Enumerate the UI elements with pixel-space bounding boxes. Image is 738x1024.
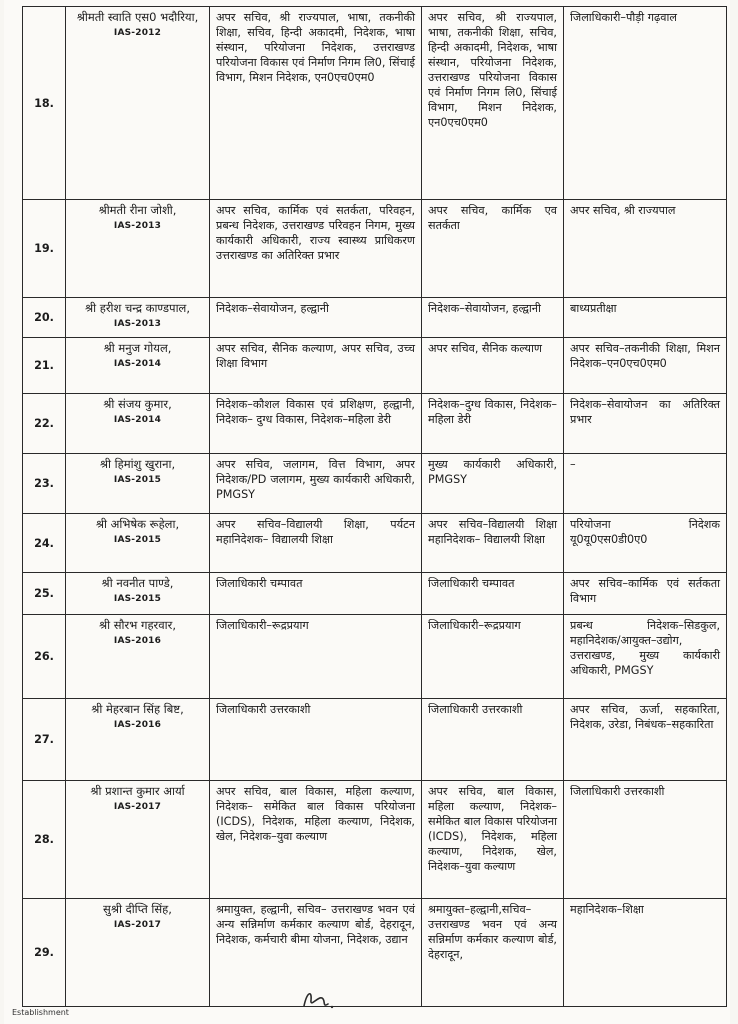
officer-cell bbox=[66, 338, 210, 394]
officer-name: श्री मेहरबान सिंह बिष्ट, bbox=[91, 702, 184, 716]
table-row bbox=[23, 899, 727, 1007]
officer-name: सुश्री दीप्ति सिंह, bbox=[103, 902, 172, 916]
current-posting-cell: अपर सचिव, सैनिक कल्याण, अपर सचिव, उच्च शिक्षा विभाग bbox=[210, 338, 422, 394]
retained-posting-cell: निदेशक–दुग्ध विकास, निदेशक–महिला डेरी bbox=[422, 394, 564, 454]
officer-cell bbox=[66, 394, 210, 454]
retained-posting-cell: जिलाधिकारी चम्पावत bbox=[422, 573, 564, 615]
new-posting-cell: अपर सचिव–कार्मिक एवं सर्तकता विभाग bbox=[564, 573, 727, 615]
officer-batch: IAS-2014 bbox=[113, 415, 162, 425]
officer-cell bbox=[66, 514, 210, 573]
officer-batch: IAS-2016 bbox=[113, 720, 162, 730]
current-posting-cell: अपर सचिव, कार्मिक एवं सतर्कता, परिवहन, प्रबन्ध निदेशक, उत्तराखण्ड परिवहन निगम, मुख्य कार्यकारी अधिकारी, राज्य स्वास्थ्य प्राधिकरण उत्तराखण्ड का अतिरिक्त प्रभार bbox=[210, 200, 422, 298]
retained-posting-cell: मुख्य कार्यकारी अधिकारी, PMGSY bbox=[422, 454, 564, 514]
table-row bbox=[23, 781, 727, 899]
officer-batch: IAS-2013 bbox=[113, 221, 162, 231]
officer-batch: IAS-2014 bbox=[113, 359, 162, 369]
new-posting-cell: निदेशक–सेवायोजन का अतिरिक्त प्रभार bbox=[564, 394, 727, 454]
current-posting-cell: अपर सचिव, जलागम, वित्त विभाग, अपर निदेशक/PD जलागम, मुख्य कार्यकारी अधिकारी, PMGSY bbox=[210, 454, 422, 514]
officer-batch: IAS-2013 bbox=[113, 319, 162, 329]
officer-batch: IAS-2016 bbox=[113, 636, 162, 646]
officer-batch: IAS-2015 bbox=[113, 475, 162, 485]
table-body bbox=[23, 7, 727, 1007]
table-row bbox=[23, 298, 727, 338]
officer-name: श्री मनुज गोयल, bbox=[103, 341, 172, 355]
serial-number-cell: 23. bbox=[23, 454, 66, 514]
new-posting-cell: – bbox=[564, 454, 727, 514]
retained-posting-cell: निदेशक–सेवायोजन, हल्द्वानी bbox=[422, 298, 564, 338]
officer-name: श्री नवनीत पाण्डे, bbox=[101, 576, 174, 590]
current-posting-cell: जिलाधिकारी उत्तरकाशी bbox=[210, 699, 422, 781]
current-posting-cell: जिलाधिकारी चम्पावत bbox=[210, 573, 422, 615]
officer-name: श्रीमती रीना जोशी, bbox=[98, 203, 177, 217]
officer-cell bbox=[66, 298, 210, 338]
new-posting-cell: महानिदेशक–शिक्षा bbox=[564, 899, 727, 1007]
serial-number-cell: 24. bbox=[23, 514, 66, 573]
officer-cell bbox=[66, 781, 210, 899]
serial-number-cell: 25. bbox=[23, 573, 66, 615]
table-row bbox=[23, 200, 727, 298]
officer-cell bbox=[66, 699, 210, 781]
new-posting-cell: अपर सचिव–तकनीकी शिक्षा, मिशन निदेशक–एन0एच0एम0 bbox=[564, 338, 727, 394]
retained-posting-cell: अपर सचिव, बाल विकास, महिला कल्याण, निदेशक–समेकित बाल विकास परियोजना (ICDS), निदेशक, महिला कल्याण, निदेशक, खेल, निदेशक–युवा कल्याण bbox=[422, 781, 564, 899]
new-posting-cell: बाध्यप्रतीक्षा bbox=[564, 298, 727, 338]
new-posting-cell: जिलाधिकारी–पौड़ी गढ़वाल bbox=[564, 7, 727, 200]
serial-number-cell: 18. bbox=[23, 7, 66, 200]
table-row bbox=[23, 514, 727, 573]
serial-number-cell: 20. bbox=[23, 298, 66, 338]
current-posting-cell: निदेशक–सेवायोजन, हल्द्वानी bbox=[210, 298, 422, 338]
officer-cell bbox=[66, 573, 210, 615]
retained-posting-cell: अपर सचिव, श्री राज्यपाल, भाषा, तकनीकी शिक्षा, सचिव, हिन्दी अकादमी, निदेशक, भाषा संस्थान, परियोजना निदेशक, उत्तराखण्ड परियोजना विकास एवं निर्माण निगम लि0, सिंचाई विभाग, मिशन निदेशक, एन0एच0एम0 bbox=[422, 7, 564, 200]
current-posting-cell: अपर सचिव–विद्यालयी शिक्षा, पर्यटन महानिदेशक– विद्यालयी शिक्षा bbox=[210, 514, 422, 573]
officer-cell bbox=[66, 7, 210, 200]
officer-name: श्री अभिषेक रूहेला, bbox=[95, 517, 180, 531]
signature-mark bbox=[298, 988, 338, 1012]
serial-number-cell: 19. bbox=[23, 200, 66, 298]
officer-cell bbox=[66, 615, 210, 699]
table-row bbox=[23, 394, 727, 454]
officer-name: श्री प्रशान्त कुमार आर्या bbox=[90, 784, 185, 798]
retained-posting-cell: अपर सचिव, कार्मिक एव सतर्कता bbox=[422, 200, 564, 298]
serial-number-cell: 26. bbox=[23, 615, 66, 699]
current-posting-cell: अपर सचिव, श्री राज्यपाल, भाषा, तकनीकी शिक्षा, सचिव, हिन्दी अकादमी, निदेशक, भाषा संस्थान, परियोजना निदेशक, उत्तराखण्ड परियोजना विकास एवं निर्माण निगम लि0, सिंचाई विभाग, मिशन निदेशक, एन0एच0एम0 bbox=[210, 7, 422, 200]
current-posting-cell: निदेशक–कौशल विकास एवं प्रशिक्षण, हल्द्वानी, निदेशक– दुग्ध विकास, निदेशक–महिला डेरी bbox=[210, 394, 422, 454]
officer-cell bbox=[66, 454, 210, 514]
new-posting-cell: प्रबन्ध निदेशक–सिडकुल, महानिदेशक/आयुक्त–उद्योग, उत्तराखण्ड, मुख्य कार्यकारी अधिकारी, PMGSY bbox=[564, 615, 727, 699]
table-row bbox=[23, 338, 727, 394]
current-posting-cell: अपर सचिव, बाल विकास, महिला कल्याण, निदेशक– समेकित बाल विकास परियोजना (ICDS), निदेशक, महिला कल्याण, निदेशक, खेल, निदेशक–युवा कल्याण bbox=[210, 781, 422, 899]
transfer-orders-table bbox=[22, 6, 727, 1007]
current-posting-cell: जिलाधिकारी–रूद्रप्रयाग bbox=[210, 615, 422, 699]
retained-posting-cell: जिलाधिकारी–रूद्रप्रयाग bbox=[422, 615, 564, 699]
table-row bbox=[23, 454, 727, 514]
officer-name: श्रीमती स्वाति एस0 भदौरिया, bbox=[76, 10, 199, 24]
officer-batch: IAS-2017 bbox=[113, 802, 162, 812]
table-row bbox=[23, 699, 727, 781]
officer-batch: IAS-2017 bbox=[113, 920, 162, 930]
new-posting-cell: अपर सचिव, ऊर्जा, सहकारिता, निदेशक, उरेडा, निबंधक–सहकारिता bbox=[564, 699, 727, 781]
officer-name: श्री संजय कुमार, bbox=[103, 397, 172, 411]
officer-cell bbox=[66, 200, 210, 298]
serial-number-cell: 29. bbox=[23, 899, 66, 1007]
footer-label: Establishment bbox=[12, 1008, 69, 1017]
officer-batch: IAS-2012 bbox=[113, 28, 162, 38]
retained-posting-cell: अपर सचिव, सैनिक कल्याण bbox=[422, 338, 564, 394]
current-posting-cell: श्रमायुक्त, हल्द्वानी, सचिव– उत्तराखण्ड भवन एवं अन्य सन्निर्माण कर्मकार कल्याण बोर्ड, देहरादून, निदेशक, कर्मचारी बीमा योजना, निदेशक, उद्यान bbox=[210, 899, 422, 1007]
document-page bbox=[4, 0, 730, 1024]
officer-cell bbox=[66, 899, 210, 1007]
serial-number-cell: 28. bbox=[23, 781, 66, 899]
serial-number-cell: 22. bbox=[23, 394, 66, 454]
serial-number-cell: 27. bbox=[23, 699, 66, 781]
officer-batch: IAS-2015 bbox=[113, 535, 162, 545]
new-posting-cell: अपर सचिव, श्री राज्यपाल bbox=[564, 200, 727, 298]
retained-posting-cell: जिलाधिकारी उत्तरकाशी bbox=[422, 699, 564, 781]
new-posting-cell: परियोजना निदेशक यू0यू0एस0डी0ए0 bbox=[564, 514, 727, 573]
serial-number-cell: 21. bbox=[23, 338, 66, 394]
table-row bbox=[23, 615, 727, 699]
new-posting-cell: जिलाधिकारी उत्तरकाशी bbox=[564, 781, 727, 899]
officer-name: श्री हिमांशु खुराना, bbox=[99, 457, 176, 471]
table-row bbox=[23, 573, 727, 615]
retained-posting-cell: अपर सचिव–विद्यालयी शिक्षा महानिदेशक– विद्यालयी शिक्षा bbox=[422, 514, 564, 573]
officer-batch: IAS-2015 bbox=[113, 594, 162, 604]
officer-name: श्री सौरभ गहरवार, bbox=[99, 618, 176, 632]
table-row bbox=[23, 7, 727, 200]
retained-posting-cell: श्रमायुक्त–हल्द्वानी,सचिव– उत्तराखण्ड भवन एवं अन्य सन्निर्माण कर्मकार कल्याण बोर्ड, देहरादून, bbox=[422, 899, 564, 1007]
officer-name: श्री हरीश चन्द्र काण्डपाल, bbox=[84, 301, 191, 315]
